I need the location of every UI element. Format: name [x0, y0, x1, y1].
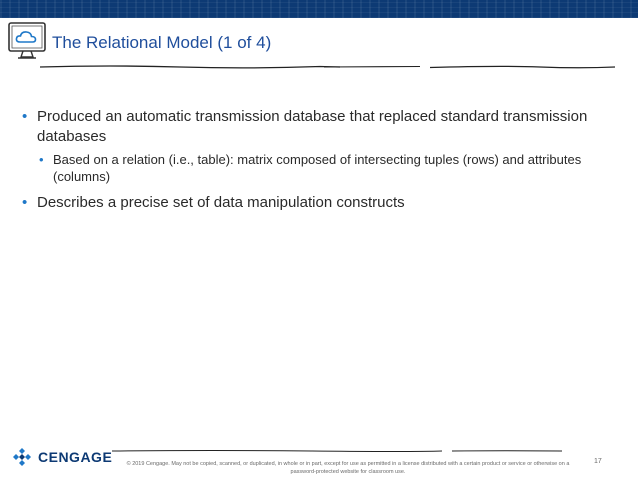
bullet-text: Produced an automatic transmission database that replaced standard transmission databases	[37, 108, 588, 145]
bullet-item	[22, 107, 602, 147]
brand-name: CENGAGE	[38, 449, 113, 465]
bullet-marker: •	[39, 152, 44, 167]
header-bar	[0, 0, 638, 18]
page-number: 17	[594, 458, 602, 465]
cengage-logo	[12, 447, 112, 467]
bullet-item	[22, 193, 602, 213]
sub-bullet-item	[37, 151, 602, 185]
footer-divider	[112, 448, 562, 454]
title-underline	[40, 63, 615, 71]
cloud-monitor-icon	[6, 20, 48, 62]
bullet-marker: •	[22, 108, 28, 125]
slide-content	[22, 107, 602, 213]
bullet-text: Describes a precise set of data manipulation constructs	[37, 194, 405, 211]
cengage-logo-icon	[12, 447, 32, 467]
sub-bullet-text: Based on a relation (i.e., table): matrix composed of intersecting tuples (rows) and attributes (columns)	[53, 152, 582, 184]
copyright-notice: © 2019 Cengage. May not be copied, scanned, or duplicated, in whole or in part, except for use as permitted in a license distributed with a certain product or service or otherwise on a password-protected website for classroom use.	[126, 461, 570, 475]
slide-title: The Relational Model (1 of 4)	[52, 33, 272, 52]
bullet-marker: •	[22, 194, 28, 211]
